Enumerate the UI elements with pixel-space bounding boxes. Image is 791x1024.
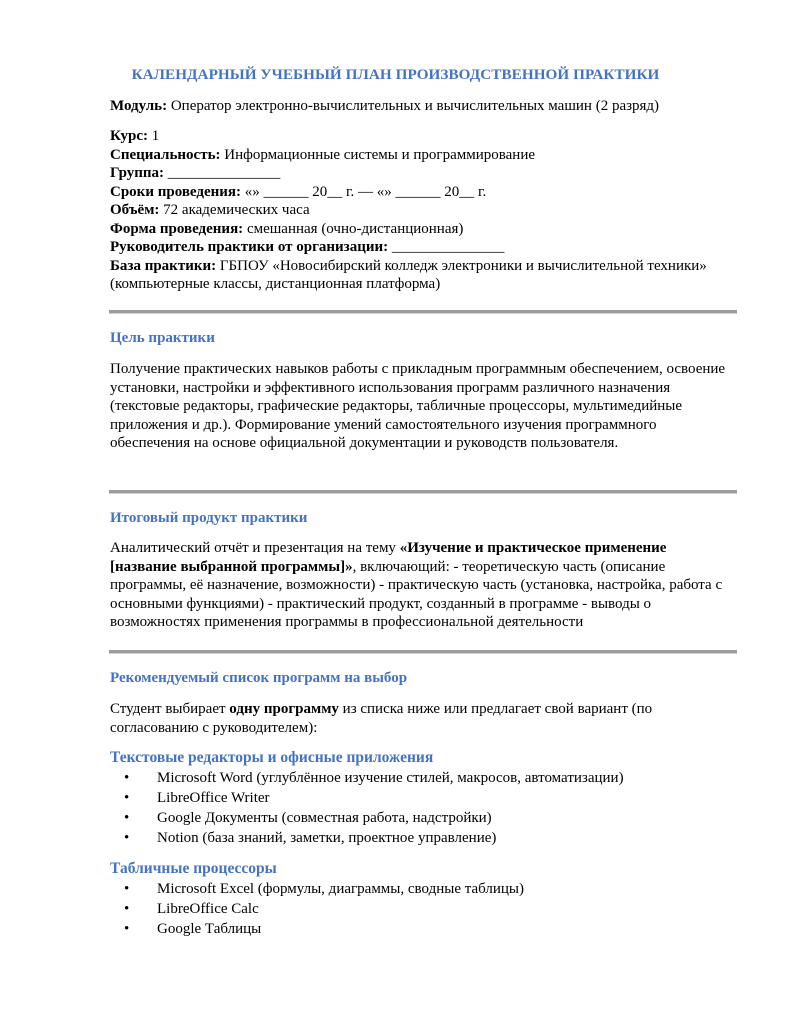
product-text-pre: Аналитический отчёт и презентация на тему bbox=[110, 540, 400, 556]
list-item: Google Документы (совместная работа, надстройки) bbox=[157, 810, 492, 826]
bullet-icon: • bbox=[124, 830, 130, 846]
section-divider bbox=[109, 490, 737, 494]
info-value: 1 bbox=[148, 128, 160, 144]
list-item: Microsoft Word (углублённое изучение стилей, макросов, автоматизации) bbox=[157, 770, 624, 786]
programs-heading: Рекомендуемый список программ на выбор bbox=[110, 670, 408, 686]
product-text-post: , включающий: - теоретическую часть (описание программы, её назначение, возможности) - практическую часть (установка, настройка, работа с основными функциями) - практический продукт, созданный в программе - выводы о возможностях применения программы в профессиональной деятельности bbox=[110, 558, 723, 631]
product-heading: Итоговый продукт практики bbox=[110, 510, 308, 526]
goal-text: Получение практических навыков работы с прикладным программным обеспечением, освоение установки, настройки и эффективного использования программ различного назначения (текстовые редакторы, графические редакторы, табличные процессоры, мультимедийные приложения и др.). Формирование умений самостоятельного изучения программного обеспечения на основе официальной документации и руководств пользователя. bbox=[110, 361, 726, 452]
document-title: КАЛЕНДАРНЫЙ УЧЕБНЫЙ ПЛАН ПРОИЗВОДСТВЕННОЙ ПРАКТИКИ bbox=[131, 66, 660, 83]
info-specialty bbox=[110, 146, 535, 165]
group-title: Текстовые редакторы и офисные приложения bbox=[110, 749, 434, 766]
info-value: _______________ bbox=[164, 165, 281, 181]
programs-intro-post: из списка ниже или предлагает свой вариант (по согласованию с руководителем): bbox=[110, 701, 653, 736]
info-volume bbox=[110, 201, 310, 220]
info-value: ГБПОУ «Новосибирский колледж электроники и вычислительной техники» bbox=[216, 257, 707, 274]
info-label: Объём: bbox=[110, 202, 160, 218]
info-label: Сроки проведения: bbox=[110, 183, 242, 200]
info-value: смешанная (очно-дистанционная) bbox=[243, 220, 464, 237]
list-item: LibreOffice Writer bbox=[157, 790, 270, 806]
product-text bbox=[110, 539, 735, 632]
info-value: «» ______ 20__ г. — «» ______ 20__ г. bbox=[241, 183, 487, 200]
bullet-icon: • bbox=[124, 901, 130, 917]
module-line bbox=[110, 97, 659, 116]
info-dates bbox=[110, 183, 486, 202]
info-label: Курс: bbox=[110, 128, 148, 144]
info-supervisor bbox=[110, 238, 504, 257]
module-label: Модуль: bbox=[110, 98, 168, 114]
group-title: Табличные процессоры bbox=[110, 860, 277, 877]
bullet-icon: • bbox=[124, 810, 130, 826]
bullet-icon: • bbox=[124, 790, 130, 806]
info-value: 72 академических часа bbox=[159, 202, 310, 218]
bullet-icon: • bbox=[124, 770, 130, 786]
list-item: Notion (база знаний, заметки, проектное управление) bbox=[157, 830, 497, 846]
product-topic: «Изучение и практическое применение [название выбранной программы]» bbox=[110, 540, 667, 575]
list-item: LibreOffice Calc bbox=[157, 901, 259, 917]
programs-intro-bold: одну программу bbox=[229, 701, 339, 717]
goal-heading: Цель практики bbox=[110, 330, 215, 346]
section-divider bbox=[109, 650, 737, 654]
programs-intro-pre: Студент выбирает bbox=[110, 701, 230, 717]
bullet-icon: • bbox=[124, 881, 130, 897]
programs-intro bbox=[110, 700, 740, 737]
module-value: Оператор электронно-вычислительных и вычислительных машин (2 разряд) bbox=[167, 98, 660, 114]
list-item: Microsoft Excel (формулы, диаграммы, сводные таблицы) bbox=[157, 881, 524, 897]
info-form bbox=[110, 220, 463, 239]
info-label: Группа: bbox=[110, 165, 165, 181]
bullet-icon: • bbox=[124, 921, 130, 937]
info-label: Форма проведения: bbox=[110, 220, 244, 237]
info-base bbox=[110, 257, 707, 276]
info-value: _______________ bbox=[388, 239, 505, 255]
info-base-continuation: (компьютерные классы, дистанционная платформа) bbox=[110, 276, 441, 292]
section-divider bbox=[109, 310, 737, 314]
info-label: Руководитель практики от организации: bbox=[110, 239, 389, 255]
info-course bbox=[110, 127, 159, 146]
info-label: Специальность: bbox=[110, 146, 221, 163]
list-item: Google Таблицы bbox=[157, 921, 262, 937]
info-value: Информационные системы и программирование bbox=[220, 146, 536, 163]
info-label: База практики: bbox=[110, 257, 217, 274]
info-group bbox=[110, 164, 280, 183]
